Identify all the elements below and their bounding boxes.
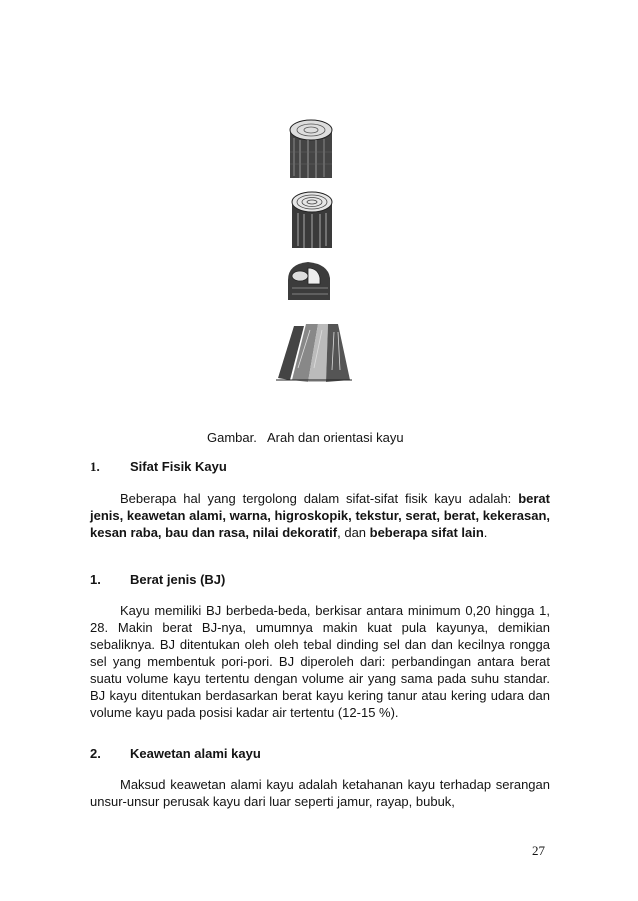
subsection-number: 1.: [90, 572, 101, 587]
para-bold-properties: berat jenis, keawetan alami, warna, higroskopik, tekstur, serat, berat, kekerasan, kesan raba, bau dan rasa, nilai dekoratif: [90, 491, 550, 540]
figure-caption: [207, 430, 404, 445]
para-mid-text: , dan: [337, 525, 370, 540]
section-title: Sifat Fisik Kayu: [130, 459, 227, 474]
caption-text: Arah dan orientasi kayu: [266, 430, 404, 445]
subsection-heading-berat-jenis: [90, 572, 225, 587]
page-number: 27: [532, 843, 545, 858]
log-cross-section-icon: [290, 120, 332, 178]
subsection-paragraph-keawetan: Maksud keawetan alami kayu adalah ketahanan kayu terhadap serangan unsur-unsur perusak kayu dari luar seperti jamur, rayap, bubuk,: [90, 777, 550, 809]
section-number: 1.: [90, 459, 100, 474]
log-tangential-section-icon: [292, 192, 332, 248]
para-lead-text: Beberapa hal yang tergolong dalam sifat-sifat fisik kayu adalah:: [120, 491, 519, 506]
section-heading-sifat-fisik: [90, 459, 227, 475]
subsection-paragraph-berat-jenis: Kayu memiliki BJ berbeda-beda, berkisar antara minimum 0,20 hingga 1, 28. Makin berat BJ-nya, umumnya makin kuat pula kayunya, demikian sebaliknya. BJ ditentukan oleh oleh tebal dinding sel dan dan kecilnya rongga sel yang membentuk pori-pori. BJ diperoleh dari: perbandingan antara berat suatu volume kayu tertentu dengan volume air yang sama pada suhu standar. BJ kayu ditentukan berdasarkan berat kayu kering tanur atau kering udara dan volume kayu pada posisi kadar air tertentu (12-15 %).: [90, 603, 550, 720]
para-bold-other: beberapa sifat lain: [369, 525, 484, 540]
subsection-heading-keawetan: [90, 746, 261, 761]
subsection-title: Berat jenis (BJ): [130, 572, 226, 587]
caption-label: Gambar.: [207, 430, 257, 445]
wood-planks-icon: [276, 324, 352, 382]
subsection-number: 2.: [90, 746, 101, 761]
para-end-text: .: [483, 525, 488, 540]
wood-log-orientation-illustration-icon: [268, 118, 368, 394]
section-paragraph-sifat-fisik: [90, 490, 550, 541]
log-radial-cut-icon: [288, 262, 330, 300]
wood-orientation-figure: [268, 118, 368, 394]
subsection-title: Keawetan alami kayu: [130, 746, 261, 761]
